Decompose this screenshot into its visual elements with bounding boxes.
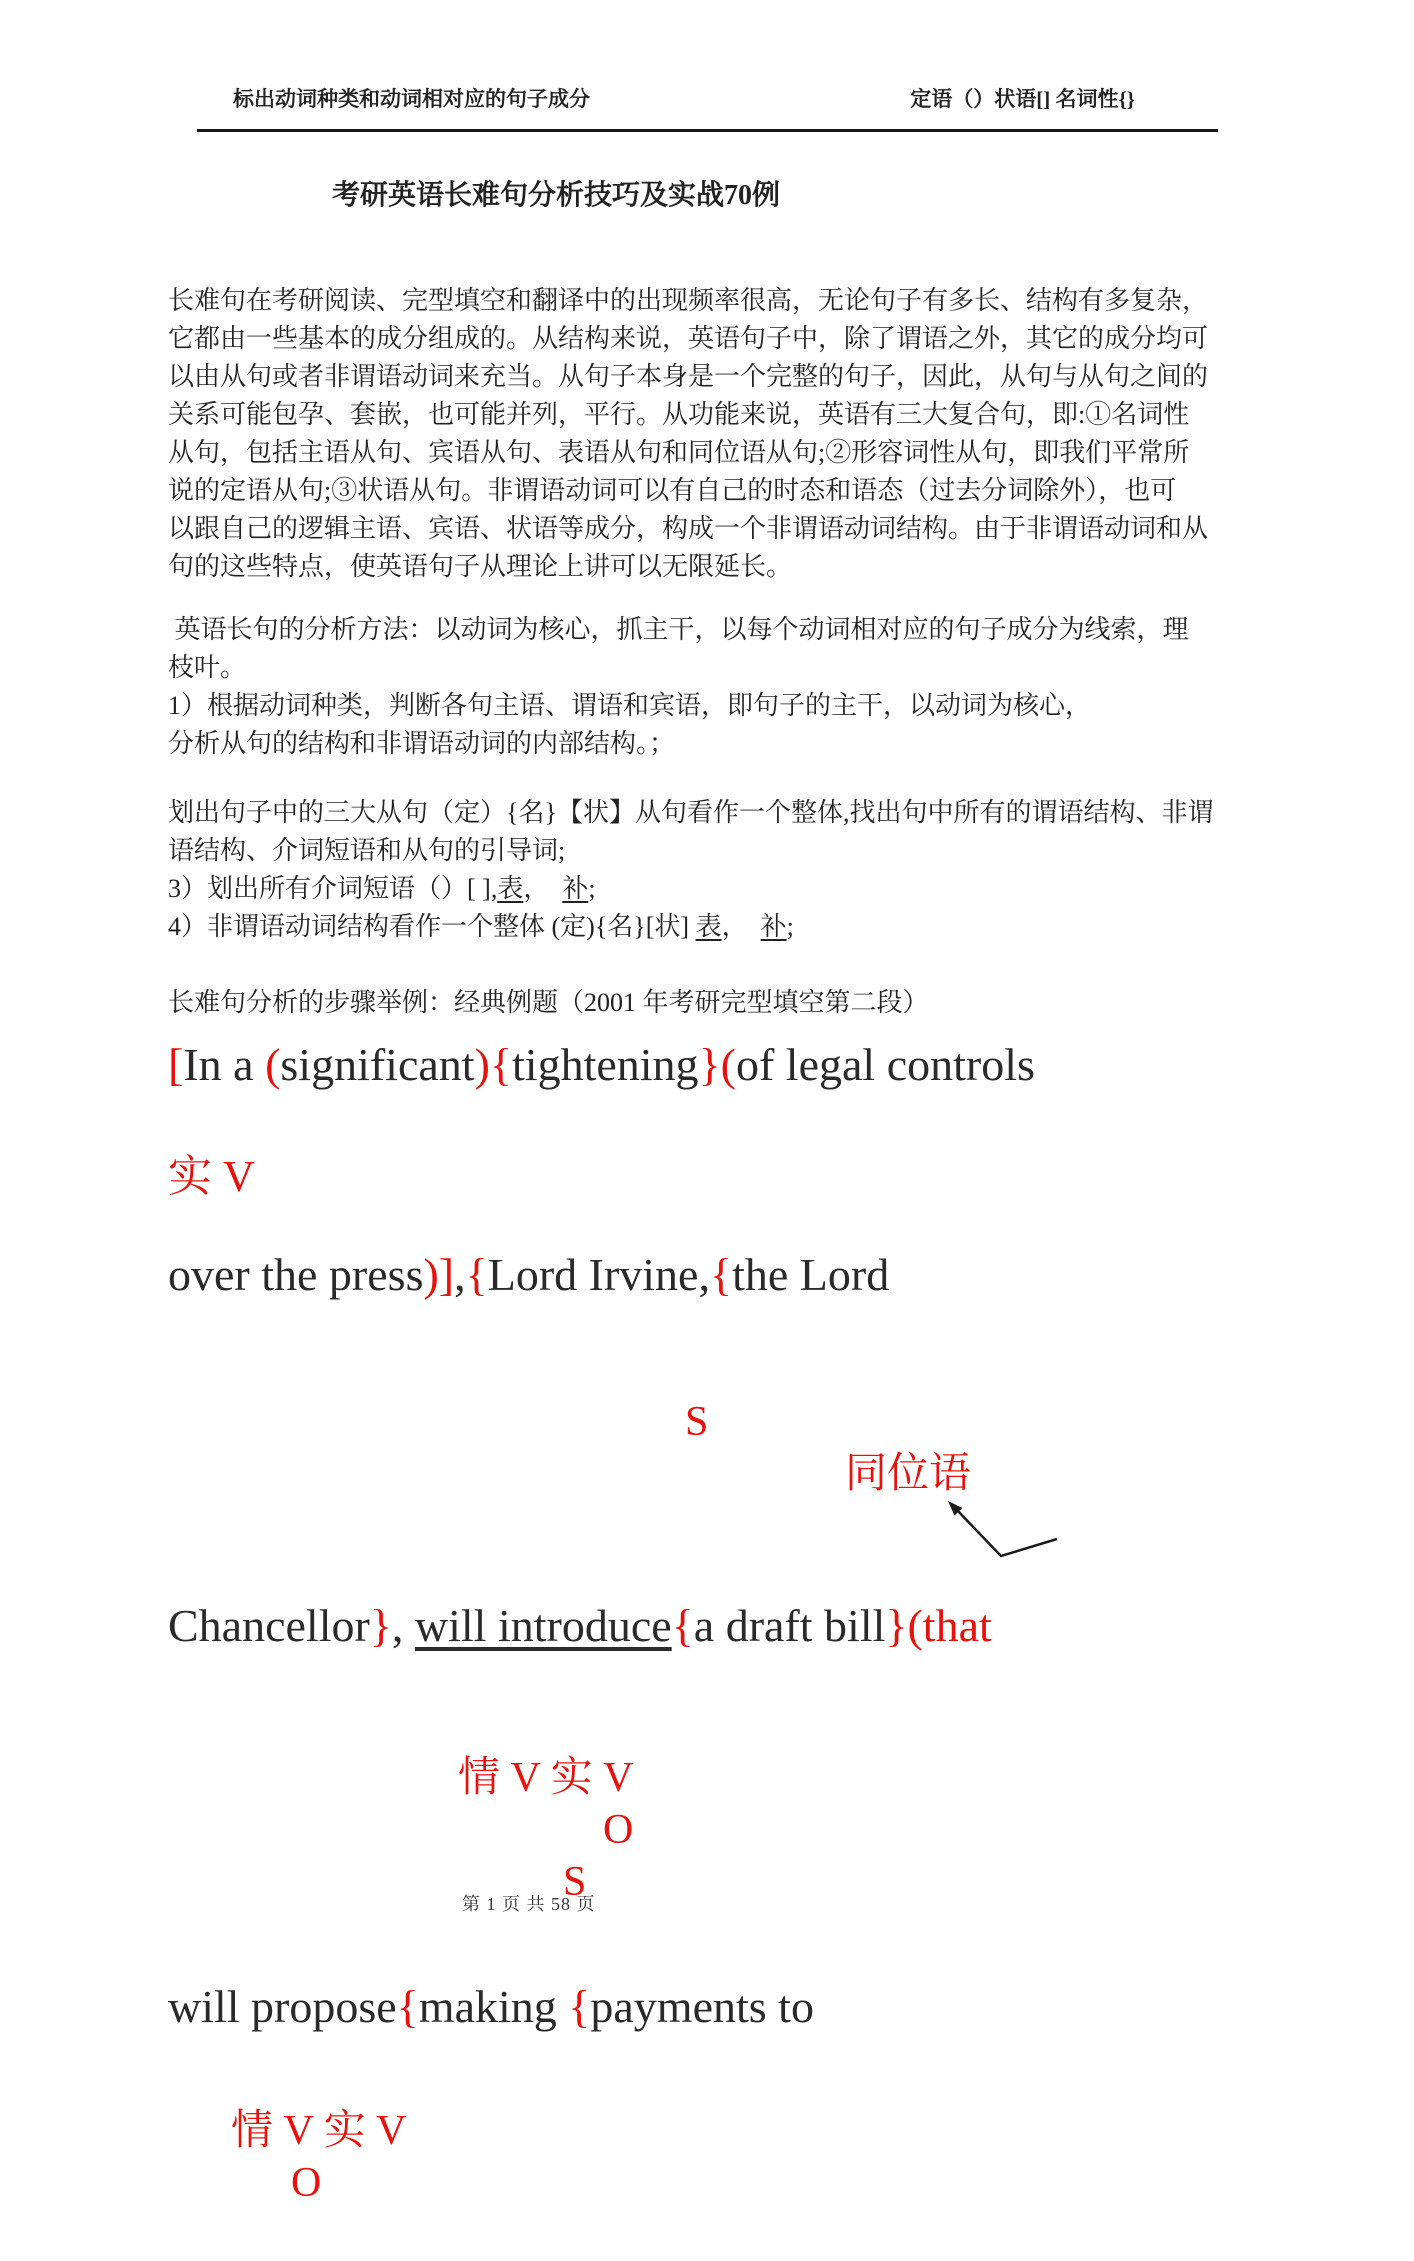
text-segment: a draft bill [693, 1600, 886, 1651]
apposition-label: 同位语 [845, 1451, 972, 1497]
text-segment: ) [474, 1039, 490, 1090]
text-segment: significant [280, 1039, 475, 1090]
text-segment: , [454, 1249, 466, 1300]
text-segment: In a [183, 1039, 266, 1090]
text-segment: 补 [562, 874, 589, 903]
steps-paragraph [168, 794, 1245, 946]
text-line: 从句，包括主语从句、宾语从句、表语从句和同位语从句;②形容词性从句，即我们平常所 [168, 438, 1190, 467]
text-segment: ， [523, 874, 563, 903]
text-segment: making [418, 1981, 569, 2032]
text-segment: { [465, 1249, 488, 1300]
text-segment: over the press [168, 1249, 424, 1300]
text-line: 长难句在考研阅读、完型填空和翻译中的出现频率很高，无论句子有多长、结构有多复杂， [168, 286, 1209, 315]
page-header [233, 86, 1135, 112]
text-segment: ; [588, 874, 596, 903]
text-segment: } [369, 1600, 392, 1651]
text-line: 句的这些特点，使英语句子从理论上讲可以无限延长。 [168, 552, 793, 581]
text-segment: { [568, 1981, 591, 2032]
text-segment: 表 [695, 912, 722, 941]
sentence-line-a [168, 1034, 1245, 1096]
subject-label: S [685, 1399, 709, 1445]
text-segment: Chancellor [168, 1600, 370, 1651]
text-segment: of legal controls [735, 1039, 1035, 1090]
text-line: 1）根据动词种类，判断各句主语、谓语和宾语，即句子的主干，以动词为核心， [168, 691, 1092, 720]
text-line: 它都由一些基本的成分组成的。从结构来说，英语句子中，除了谓语之外，其它的成分均可 [168, 324, 1209, 353]
annotation-verbs-o-s [168, 1700, 1245, 1960]
text-segment: the Lord [732, 1249, 890, 1300]
object-label: O [603, 1807, 634, 1853]
annotation-arrow [933, 1490, 1073, 1570]
text-segment: ， [721, 912, 761, 941]
text-line [168, 870, 1245, 908]
text-segment: 3）划出所有介词短语（）[ ], [168, 874, 498, 903]
text-segment: 4）非谓语动词结构看作一个整体 (定){名}[状] [168, 912, 696, 941]
text-line: 关系可能包孕、套嵌，也可能并列，平行。从功能来说，英语有三大复合句，即:①名词性 [168, 400, 1190, 429]
subject-label-2: S [563, 1859, 587, 1905]
sentence-line-b [168, 1244, 1245, 1306]
text-segment: 表 [497, 874, 524, 903]
text-segment: ( [720, 1039, 736, 1090]
example-caption: 长难句分析的步骤举例：经典例题（2001 年考研完型填空第二段） [168, 988, 929, 1017]
text-segment: tightening [512, 1039, 699, 1090]
text-segment: { [671, 1600, 694, 1651]
text-segment: ( [265, 1039, 281, 1090]
text-segment: } [885, 1600, 908, 1651]
text-segment: 补 [760, 912, 787, 941]
text-segment: } [698, 1039, 721, 1090]
text-segment: ; [786, 912, 794, 941]
text-line: 分析从句的结构和非谓语动词的内部结构。； [168, 729, 676, 758]
text-segment: , [391, 1600, 415, 1651]
intro-paragraph [168, 282, 1245, 586]
text-line: 以由从句或者非谓语动词来充当。从句子本身是一个完整的句子，因此，从句与从句之间的 [168, 362, 1209, 391]
header-left-text: 标出动词种类和动词相对应的句子成分 [233, 87, 590, 111]
sentence-line-d [168, 1976, 1245, 2038]
text-segment: [ [168, 1039, 184, 1090]
method-paragraph [168, 611, 1245, 763]
qing-v-shi-v-label: 情 V 实 V [458, 1755, 634, 1801]
annotation-verbs-o [168, 2053, 1245, 2261]
text-line: 以跟自己的逻辑主语、宾语、状语等成分，构成一个非谓语动词结构。由于非谓语动词和从 [168, 514, 1209, 543]
text-segment: will introduce [414, 1600, 672, 1651]
text-segment: { [396, 1981, 419, 2032]
annotation-shi-v [168, 1149, 1245, 1205]
text-segment: (that [907, 1600, 992, 1651]
text-line: 枝叶。 [168, 653, 247, 682]
text-line [168, 832, 1245, 870]
text-segment: 划出句子中的三大从句（定）{名}【状】从句看作一个整体,找出句中所有的谓语结构、非谓 [168, 798, 1214, 827]
page-number: 第 1 页 共 58 页 [462, 1894, 596, 1914]
header-right-text: 定语（）状语[] 名词性{} [910, 87, 1135, 111]
text-segment: { [489, 1039, 513, 1090]
text-segment: payments to [590, 1981, 814, 2032]
sentence-line-c [168, 1595, 1245, 1657]
text-segment: { [709, 1249, 733, 1300]
annotation-s-apposition [168, 1344, 1245, 1552]
text-line [168, 794, 1245, 832]
text-segment: will propose [168, 1981, 397, 2032]
qing-v-shi-v-label-2: 情 V 实 V [231, 2108, 407, 2154]
text-segment: )] [423, 1249, 455, 1300]
page-title: 考研英语长难句分析技巧及实战70例 [332, 180, 781, 211]
text-line: 说的定语从句;③状语从句。非谓语动词可以有自己的时态和语态（过去分词除外），也可 [168, 476, 1177, 505]
text-line: 英语长句的分析方法：以动词为核心，抓主干，以每个动词相对应的句子成分为线索，理 [168, 615, 1189, 644]
text-segment: Lord Irvine, [487, 1249, 710, 1300]
header-rule [197, 129, 1218, 132]
text-line [168, 908, 1245, 946]
object-label-2: O [291, 2160, 322, 2206]
shi-v-label: 实 V [168, 1152, 255, 1201]
text-segment: 语结构、介词短语和从句的引导词; [168, 836, 566, 865]
